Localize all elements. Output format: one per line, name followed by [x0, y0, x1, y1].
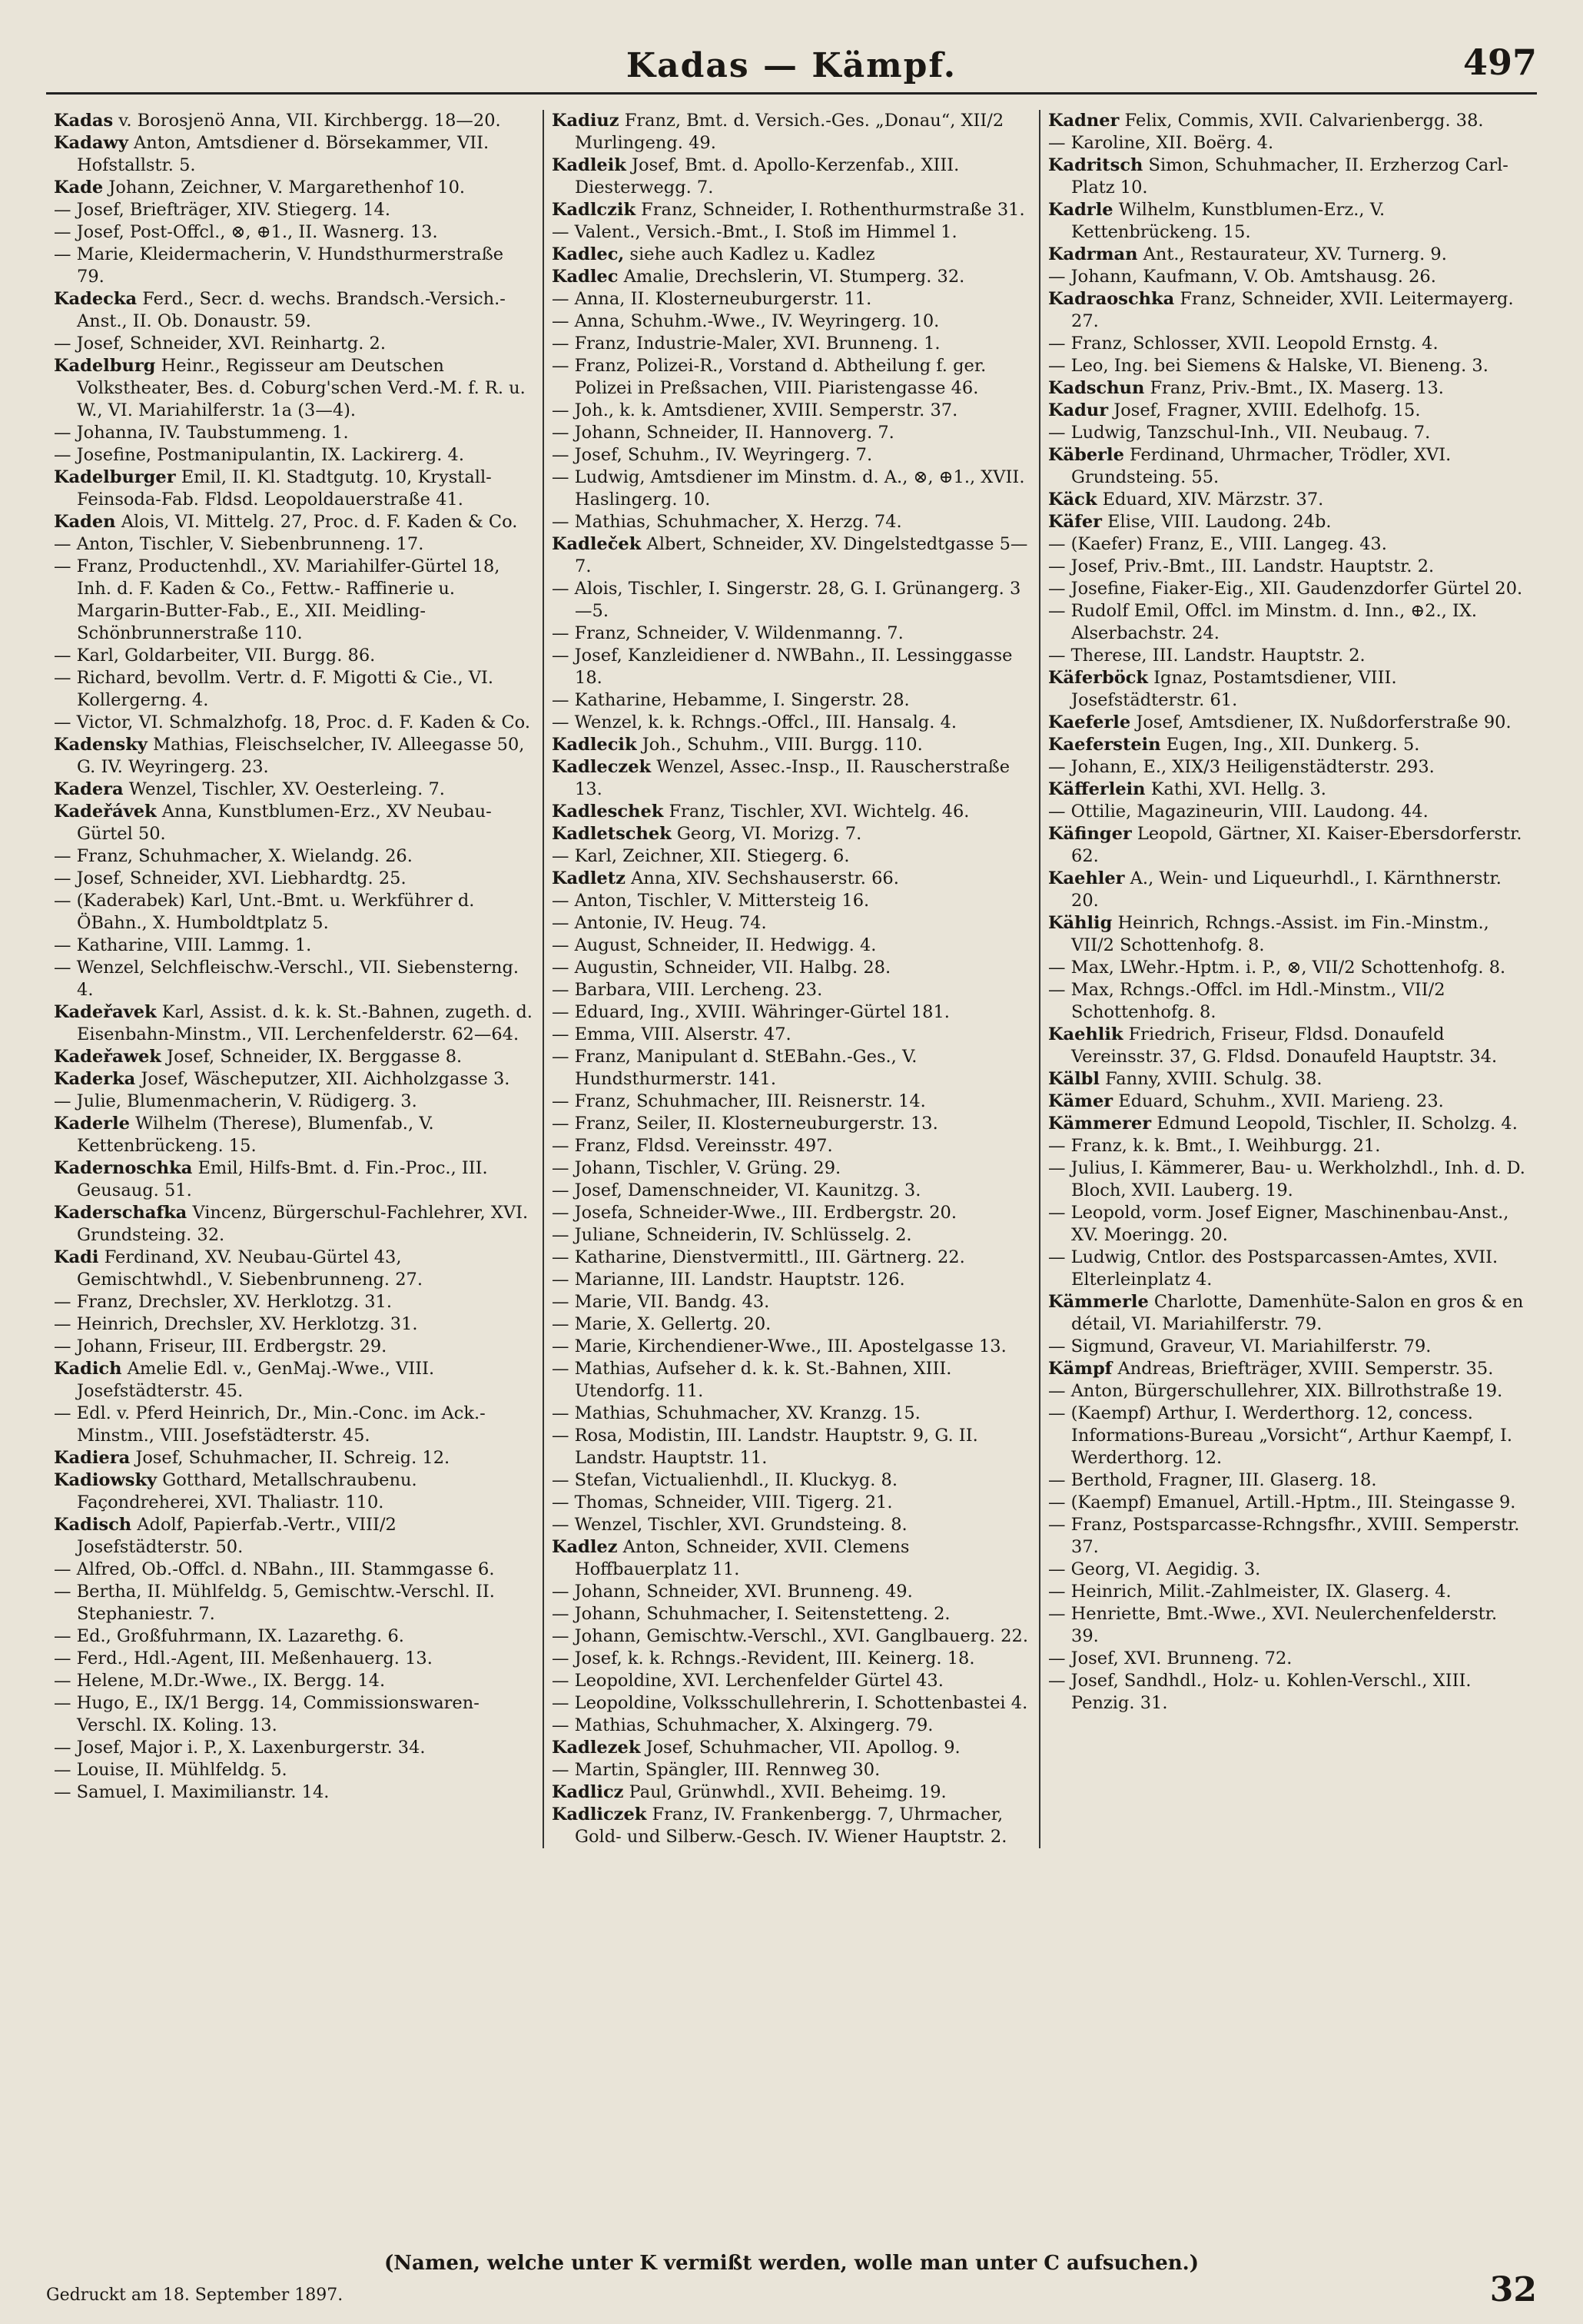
directory-entry: Kaehlik Friedrich, Friseur, Fldsd. Donaufeld Vereinsstr. 37, G. Fldsd. Donaufeld Hauptstr. 34.	[1048, 1024, 1498, 1067]
directory-entry: — Karoline, XII. Boërg. 4.	[1048, 133, 1274, 153]
directory-entry: Kadrman Ant., Restaurateur, XV. Turnerg. 9.	[1048, 244, 1447, 264]
directory-entry: — Heinrich, Milit.-Zahlmeister, IX. Glaserg. 4.	[1048, 1582, 1452, 1602]
directory-entry: — Ottilie, Magazineurin, VIII. Laudong. 44.	[1048, 802, 1429, 822]
directory-entry: Kaderle Wilhelm (Therese), Blumenfab., V. Kettenbrückeng. 15.	[54, 1114, 434, 1156]
directory-entry: Kadritsch Simon, Schuhmacher, II. Erzherzog Carl-Platz 10.	[1048, 155, 1508, 198]
directory-entry: — Anton, Tischler, V. Siebenbrunneng. 17.	[54, 534, 424, 554]
directory-entry: — Marie, Kleidermacherin, V. Hundsthurmerstraße 79.	[54, 244, 504, 287]
page-title: Kadas — Kämpf.	[626, 46, 957, 85]
directory-entry: Kadera Wenzel, Tischler, XV. Oesterleing. 7.	[54, 779, 445, 799]
directory-entry: — Franz, k. k. Bmt., I. Weihburgg. 21.	[1048, 1136, 1381, 1156]
directory-entry: Kaderka Josef, Wäscheputzer, XII. Aichholzgasse 3.	[54, 1069, 510, 1089]
directory-entry: Kadlicz Paul, Grünwhdl., XVII. Beheimg. 19.	[552, 1782, 947, 1802]
directory-entry: — Julie, Blumenmacherin, V. Rüdigerg. 3.	[54, 1091, 417, 1111]
directory-entry: Kadiera Josef, Schuhmacher, II. Schreig. 12.	[54, 1448, 450, 1468]
directory-entry: — Leopoldine, Volksschullehrerin, I. Schottenbastei 4.	[552, 1693, 1028, 1713]
directory-entry: Käfer Elise, VIII. Laudong. 24b.	[1048, 512, 1332, 532]
directory-entry: — Karl, Zeichner, XII. Stiegerg. 6.	[552, 846, 850, 866]
directory-entry: — Ferd., Hdl.-Agent, III. Meßenhauerg. 13.	[54, 1648, 433, 1668]
directory-entry: — Ed., Großfuhrmann, IX. Lazarethg. 6.	[54, 1626, 404, 1646]
directory-entry: — Rosa, Modistin, III. Landstr. Hauptstr. 9, G. II. Landstr. Hauptstr. 11.	[552, 1426, 978, 1468]
directory-entry: — (Kaefer) Franz, E., VIII. Langeg. 43.	[1048, 534, 1387, 554]
directory-entry: — Louise, II. Mühlfeldg. 5.	[54, 1760, 287, 1780]
directory-entry: — Thomas, Schneider, VIII. Tigerg. 21.	[552, 1492, 893, 1512]
directory-entry: — Ludwig, Amtsdiener im Minstm. d. A., ⊗, ⊕1., XVII. Haslingerg. 10.	[552, 467, 1025, 510]
directory-entry: — Karl, Goldarbeiter, VII. Burgg. 86.	[54, 646, 376, 666]
directory-entry: — Rudolf Emil, Offcl. im Minstm. d. Inn., ⊕2., IX. Alserbachstr. 24.	[1048, 601, 1478, 643]
directory-entry: — Josef, Major i. P., X. Laxenburgerstr. 34.	[54, 1738, 426, 1758]
directory-entry: — Mathias, Schuhmacher, X. Herzg. 74.	[552, 512, 902, 532]
directory-entry: — Johann, E., XIX/3 Heiligenstädterstr. 293.	[1048, 757, 1435, 777]
page-footer	[46, 2252, 1537, 2309]
directory-entry: — Augustin, Schneider, VII. Halbg. 28.	[552, 958, 891, 978]
directory-entry: — Johann, Schuhmacher, I. Seitenstetteng. 2.	[552, 1604, 951, 1624]
directory-entry: — Josefa, Schneider-Wwe., III. Erdbergstr. 20.	[552, 1203, 957, 1223]
directory-entry: Käberle Ferdinand, Uhrmacher, Trödler, XVI. Grundsteing. 55.	[1048, 445, 1452, 487]
directory-entry: — Josef, Sandhdl., Holz- u. Kohlen-Verschl., XIII. Penzig. 31.	[1048, 1671, 1472, 1713]
directory-entry: Kadernoschka Emil, Hilfs-Bmt. d. Fin.-Proc., III. Geusaug. 51.	[54, 1158, 488, 1200]
directory-entry: Kadleček Albert, Schneider, XV. Dingelstedtgasse 5—7.	[552, 534, 1028, 576]
directory-entry: — Julius, I. Kämmerer, Bau- u. Werkholzhdl., Inh. d. D. Bloch, XVII. Lauberg. 19.	[1048, 1158, 1525, 1200]
directory-entry: — Wenzel, Selchfleischw.-Verschl., VII. Siebensterng. 4.	[54, 958, 519, 1000]
directory-entry: Kadner Felix, Commis, XVII. Calvarienbergg. 38.	[1048, 111, 1484, 131]
directory-entry: — Franz, Seiler, II. Klosterneuburgerstr. 13.	[552, 1114, 938, 1134]
directory-entry: — Johann, Gemischtw.-Verschl., XVI. Ganglbauerg. 22.	[552, 1626, 1028, 1646]
directory-entry: Kadlecik Joh., Schuhm., VIII. Burgg. 110.	[552, 735, 923, 755]
print-date: Gedruckt am 18. September 1897.	[46, 2286, 343, 2305]
directory-entry: — Leopold, vorm. Josef Eigner, Maschinenbau-Anst., XV. Moeringg. 20.	[1048, 1203, 1509, 1245]
directory-entry: Kadensky Mathias, Fleischselcher, IV. Alleegasse 50, G. IV. Weyringerg. 23.	[54, 735, 525, 777]
directory-entry: — Johann, Schneider, XVI. Brunneng. 49.	[552, 1582, 913, 1602]
directory-entry: — Josefine, Fiaker-Eig., XII. Gaudenzdorfer Gürtel 20.	[1048, 579, 1523, 599]
directory-entry: — Bertha, II. Mühlfeldg. 5, Gemischtw.-Verschl. II. Stephaniestr. 7.	[54, 1582, 495, 1624]
directory-entry: — Josef, XVI. Brunneng. 72.	[1048, 1648, 1293, 1668]
directory-entry: Kadelburg Heinr., Regisseur am Deutschen Volkstheater, Bes. d. Coburg'schen Verd.-M. f. R. u. W., VI. Mariahilferstr. 1a (3—4).	[54, 356, 526, 420]
directory-entry: Kadi Ferdinand, XV. Neubau-Gürtel 43, Gemischtwhdl., V. Siebenbrunneng. 27.	[54, 1247, 423, 1290]
directory-entry: Kaehler A., Wein- und Liqueurhdl., I. Kärnthnerstr. 20.	[1048, 868, 1502, 911]
directory-entry: — Katharine, Dienstvermittl., III. Gärtnerg. 22.	[552, 1247, 965, 1267]
directory-entry: — Victor, VI. Schmalzhofg. 18, Proc. d. F. Kaden & Co.	[54, 712, 530, 732]
directory-entry: — (Kaempf) Arthur, I. Werderthorg. 12, concess. Informations-Bureau „Vorsicht“, Arthur Kaempf, I. Werderthorg. 12.	[1048, 1403, 1513, 1468]
directory-entry: Käfinger Leopold, Gärtner, XI. Kaiser-Ebersdorferstr. 62.	[1048, 824, 1522, 866]
directory-entry: — Josef, Priv.-Bmt., III. Landstr. Hauptstr. 2.	[1048, 556, 1435, 576]
directory-entry: — Eduard, Ing., XVIII. Währinger-Gürtel 181.	[552, 1002, 950, 1022]
directory-entry: — Franz, Manipulant d. StEBahn.-Ges., V. Hundsthurmerstr. 141.	[552, 1047, 918, 1089]
directory-entry: — Georg, VI. Aegidig. 3.	[1048, 1559, 1261, 1579]
directory-entry: — Franz, Drechsler, XV. Herklotzg. 31.	[54, 1292, 393, 1312]
directory-entry: Kadawy Anton, Amtsdiener d. Börsekammer, VII. Hofstallstr. 5.	[54, 133, 490, 175]
directory-entry: Kadiowsky Gotthard, Metallschraubenu. Façondreherei, XVI. Thaliastr. 110.	[54, 1470, 417, 1512]
directory-entry: Kadeřawek Josef, Schneider, IX. Berggasse 8.	[54, 1047, 463, 1067]
directory-entry: — Hugo, E., IX/1 Bergg. 14, Commissionswaren-Verschl. IX. Koling. 13.	[54, 1693, 480, 1735]
directory-entry: — Wenzel, k. k. Rchngs.-Offcl., III. Hansalg. 4.	[552, 712, 957, 732]
directory-entry: — Josef, Schneider, XVI. Liebhardtg. 25.	[54, 868, 407, 888]
directory-entry: — Johann, Kaufmann, V. Ob. Amtshausg. 26.	[1048, 267, 1436, 287]
directory-entry: — Leopoldine, XVI. Lerchenfelder Gürtel 43.	[552, 1671, 944, 1691]
directory-entry: — Franz, Schuhmacher, III. Reisnerstr. 14.	[552, 1091, 926, 1111]
directory-entry: — Berthold, Fragner, III. Glaserg. 18.	[1048, 1470, 1377, 1490]
directory-entry: — (Kaderabek) Karl, Unt.-Bmt. u. Werkführer d. ÖBahn., X. Humboldtplatz 5.	[54, 891, 475, 933]
directory-entry: Kadlczik Franz, Schneider, I. Rothenthurmstraße 31.	[552, 200, 1025, 220]
directory-entry: — Edl. v. Pferd Heinrich, Dr., Min.-Conc. im Ack.-Minstm., VIII. Josefstädterstr. 45.	[54, 1403, 486, 1446]
directory-entry: Kämmerer Edmund Leopold, Tischler, II. Scholzg. 4.	[1048, 1114, 1518, 1134]
directory-entry: Kadelburger Emil, II. Kl. Stadtgutg. 10, Krystall-Feinsoda-Fab. Fldsd. Leopoldauerstraße 41.	[54, 467, 492, 510]
directory-entry: Kadletz Anna, XIV. Sechshauserstr. 66.	[552, 868, 899, 888]
directory-entry: Kadletschek Georg, VI. Morizg. 7.	[552, 824, 862, 844]
directory-entry: — Alfred, Ob.-Offcl. d. NBahn., III. Stammgasse 6.	[54, 1559, 495, 1579]
directory-entry: — Barbara, VIII. Lercheng. 23.	[552, 980, 823, 1000]
directory-entry: — Franz, Polizei-R., Vorstand d. Abtheilung f. ger. Polizei in Preßsachen, VIII. Piaristengasse 46.	[552, 356, 987, 398]
directory-entry: Kade Johann, Zeichner, V. Margarethenhof 10.	[54, 178, 466, 198]
directory-entry: — Henriette, Bmt.-Wwe., XVI. Neulerchenfelderstr. 39.	[1048, 1604, 1498, 1646]
directory-entry: — Katharine, VIII. Lammg. 1.	[54, 935, 312, 955]
directory-entry: — Franz, Schlosser, XVII. Leopold Ernstg. 4.	[1048, 334, 1439, 354]
directory-entry: — Josef, Briefträger, XIV. Stiegerg. 14.	[54, 200, 391, 220]
directory-entry: — Josef, Schuhm., IV. Weyringerg. 7.	[552, 445, 873, 465]
directory-entry: — Josef, Damenschneider, VI. Kaunitzg. 3.	[552, 1180, 921, 1200]
signature-mark: 32	[1489, 2270, 1537, 2309]
directory-entry: Kaeferle Josef, Amtsdiener, IX. Nußdorferstraße 90.	[1048, 712, 1512, 732]
directory-entry: — Valent., Versich.-Bmt., I. Stoß im Himmel 1.	[552, 222, 957, 242]
directory-entry: Kadlezek Josef, Schuhmacher, VII. Apollog. 9.	[552, 1738, 961, 1758]
directory-entry: — Alois, Tischler, I. Singerstr. 28, G. I. Grünangerg. 3—5.	[552, 579, 1021, 621]
directory-entry: Kämpf Andreas, Briefträger, XVIII. Semperstr. 35.	[1048, 1359, 1494, 1379]
directory-entry: — Josef, k. k. Rchngs.-Revident, III. Keinerg. 18.	[552, 1648, 975, 1668]
directory-entry: — Helene, M.Dr.-Wwe., IX. Bergg. 14.	[54, 1671, 386, 1691]
directory-entry: — Johann, Friseur, III. Erdbergstr. 29.	[54, 1336, 387, 1356]
directory-entry: Kadleik Josef, Bmt. d. Apollo-Kerzenfab., XIII. Diesterwegg. 7.	[552, 155, 960, 198]
directory-entry: Kaden Alois, VI. Mittelg. 27, Proc. d. F. Kaden & Co.	[54, 512, 518, 532]
directory-entry: Kadur Josef, Fragner, XVIII. Edelhofg. 15.	[1048, 400, 1421, 420]
directory-entry: Kadeřávek Anna, Kunstblumen-Erz., XV Neubau-Gürtel 50.	[54, 802, 492, 844]
directory-entry: — Max, LWehr.-Hptm. i. P., ⊗, VII/2 Schottenhofg. 8.	[1048, 958, 1506, 978]
directory-entry: Kadleczek Wenzel, Assec.-Insp., II. Rauscherstraße 13.	[552, 757, 1011, 799]
directory-entry: — Marie, VII. Bandg. 43.	[552, 1292, 770, 1312]
directory-entry: Kadschun Franz, Priv.-Bmt., IX. Maserg. 13.	[1048, 378, 1444, 398]
directory-entry: — Samuel, I. Maximilianstr. 14.	[54, 1782, 330, 1802]
directory-entry: Kämmerle Charlotte, Damenhüte-Salon en gros & en détail, VI. Mariahilferstr. 79.	[1048, 1292, 1524, 1334]
directory-entry: — Franz, Fldsd. Vereinsstr. 497.	[552, 1136, 833, 1156]
directory-entry: — Josef, Kanzleidiener d. NWBahn., II. Lessinggasse 18.	[552, 646, 1013, 688]
directory-entry: — Sigmund, Graveur, VI. Mariahilferstr. 79.	[1048, 1336, 1432, 1356]
directory-entry: — Stefan, Victualienhdl., II. Kluckyg. 8.	[552, 1470, 898, 1490]
directory-entry: Kählig Heinrich, Rchngs.-Assist. im Fin.-Minstm., VII/2 Schottenhofg. 8.	[1048, 913, 1489, 955]
column-left	[46, 110, 543, 1848]
directory-entry: — Franz, Schuhmacher, X. Wielandg. 26.	[54, 846, 413, 866]
directory-entry: — Max, Rchngs.-Offcl. im Hdl.-Minstm., VII/2 Schottenhofg. 8.	[1048, 980, 1445, 1022]
directory-entry: — Emma, VIII. Alserstr. 47.	[552, 1024, 792, 1044]
directory-entry: — Josef, Schneider, XVI. Reinhartg. 2.	[54, 334, 387, 354]
directory-entry: — Josef, Post-Offcl., ⊗, ⊕1., II. Wasnerg. 13.	[54, 222, 438, 242]
directory-entry: — August, Schneider, II. Hedwigg. 4.	[552, 935, 877, 955]
directory-entry: — Leo, Ing. bei Siemens & Halske, VI. Bieneng. 3.	[1048, 356, 1488, 376]
directory-entry: Kämer Eduard, Schuhm., XVII. Marieng. 23.	[1048, 1091, 1444, 1111]
directory-entry: — Ludwig, Cntlor. des Postsparcassen-Amtes, XVII. Elterleinplatz 4.	[1048, 1247, 1498, 1290]
directory-entry: — Therese, III. Landstr. Hauptstr. 2.	[1048, 646, 1366, 666]
directory-entry: — Anna, II. Klosterneuburgerstr. 11.	[552, 289, 872, 309]
directory-entry: Kadrle Wilhelm, Kunstblumen-Erz., V. Kettenbrückeng. 15.	[1048, 200, 1386, 242]
directory-entry: Kadliczek Franz, IV. Frankenbergg. 7, Uhrmacher, Gold- und Silberw.-Gesch. IV. Wiener Hauptstr. 2.	[552, 1804, 1007, 1847]
directory-entry: — Marianne, III. Landstr. Hauptstr. 126.	[552, 1270, 905, 1290]
directory-entry: — Anton, Bürgerschullehrer, XIX. Billrothstraße 19.	[1048, 1381, 1503, 1401]
directory-entry: Kaeferstein Eugen, Ing., XII. Dunkerg. 5.	[1048, 735, 1420, 755]
directory-entry: — Johann, Schneider, II. Hannoverg. 7.	[552, 423, 894, 443]
directory-entry: Kadleschek Franz, Tischler, XVI. Wichtelg. 46.	[552, 802, 970, 822]
directory-entry: Käferböck Ignaz, Postamtsdiener, VIII. Josefstädterstr. 61.	[1048, 668, 1397, 710]
column-middle	[543, 110, 1039, 1848]
columns	[46, 110, 1537, 1848]
footer-bottom	[46, 2270, 1537, 2309]
directory-entry: Kadeřavek Karl, Assist. d. k. k. St.-Bahnen, zugeth. d. Eisenbahn-Minstm., VII. Lerchenfelderstr. 62—64.	[54, 1002, 533, 1044]
directory-entry: — Anton, Tischler, V. Mittersteig 16.	[552, 891, 870, 911]
directory-entry: — Franz, Schneider, V. Wildenmanng. 7.	[552, 623, 904, 643]
directory-entry: Kadlez Anton, Schneider, XVII. Clemens Hoffbauerplatz 11.	[552, 1537, 910, 1579]
directory-entry: Käfferlein Kathi, XVI. Hellg. 3.	[1048, 779, 1326, 799]
directory-entry: — Johanna, IV. Taubstummeng. 1.	[54, 423, 349, 443]
directory-entry: Kadas v. Borosjenö Anna, VII. Kirchbergg. 18—20.	[54, 111, 501, 131]
directory-entry: — Ludwig, Tanzschul-Inh., VII. Neubaug. 7.	[1048, 423, 1431, 443]
directory-entry: — Richard, bevollm. Vertr. d. F. Migotti & Cie., VI. Kollergerng. 4.	[54, 668, 494, 710]
directory-entry: — Mathias, Schuhmacher, X. Alxingerg. 79.	[552, 1715, 934, 1735]
page-number: 497	[1462, 42, 1537, 83]
directory-entry: — Franz, Postsparcasse-Rchngsfhr., XVIII. Semperstr. 37.	[1048, 1515, 1520, 1557]
directory-entry: Kadich Amelie Edl. v., GenMaj.-Wwe., VIII. Josefstädterstr. 45.	[54, 1359, 435, 1401]
directory-entry: — Mathias, Aufseher d. k. k. St.-Bahnen, XIII. Utendorfg. 11.	[552, 1359, 952, 1401]
directory-entry: Kälbl Fanny, XVIII. Schulg. 38.	[1048, 1069, 1322, 1089]
directory-entry: — (Kaempf) Emanuel, Artill.-Hptm., III. Steingasse 9.	[1048, 1492, 1516, 1512]
directory-entry: Kadecka Ferd., Secr. d. wechs. Brandsch.-Versich.-Anst., II. Ob. Donaustr. 59.	[54, 289, 506, 331]
page-header	[46, 31, 1537, 95]
directory-entry: Kadisch Adolf, Papierfab.-Vertr., VIII/2 Josefstädterstr. 50.	[54, 1515, 397, 1557]
directory-entry: — Katharine, Hebamme, I. Singerstr. 28.	[552, 690, 910, 710]
directory-entry: — Juliane, Schneiderin, IV. Schlüsselg. 2.	[552, 1225, 912, 1245]
directory-entry: — Johann, Tischler, V. Grüng. 29.	[552, 1158, 841, 1178]
directory-entry: — Martin, Spängler, III. Rennweg 30.	[552, 1760, 881, 1780]
directory-entry: — Wenzel, Tischler, XVI. Grundsteing. 8.	[552, 1515, 908, 1535]
directory-entry: — Joh., k. k. Amtsdiener, XVIII. Semperstr. 37.	[552, 400, 958, 420]
directory-entry: — Franz, Industrie-Maler, XVI. Brunneng. 1.	[552, 334, 941, 354]
directory-entry: — Josefine, Postmanipulantin, IX. Lackirerg. 4.	[54, 445, 465, 465]
directory-entry: — Anna, Schuhm.-Wwe., IV. Weyringerg. 10.	[552, 311, 940, 331]
footer-note: (Namen, welche unter K vermißt werden, wolle man unter C aufsuchen.)	[383, 2252, 1199, 2275]
directory-entry: — Marie, X. Gellertg. 20.	[552, 1314, 772, 1334]
directory-entry: Kadlec, siehe auch Kadlez u. Kadlez	[552, 244, 875, 264]
directory-entry: Kaderschafka Vincenz, Bürgerschul-Fachlehrer, XVI. Grundsteing. 32.	[54, 1203, 529, 1245]
directory-entry: Käck Eduard, XIV. Märzstr. 37.	[1048, 490, 1324, 510]
directory-entry: — Franz, Productenhdl., XV. Mariahilfer-Gürtel 18, Inh. d. F. Kaden & Co., Fettw.- Raffinerie u. Margarin-Butter-Fab., E., XII. Meidling-Schönbrunnerstraße 110.	[54, 556, 500, 643]
directory-entry: Kadlec Amalie, Drechslerin, VI. Stumperg. 32.	[552, 267, 965, 287]
column-right	[1039, 110, 1535, 1848]
directory-entry: Kadraoschka Franz, Schneider, XVII. Leitermayerg. 27.	[1048, 289, 1514, 331]
directory-entry: — Marie, Kirchendiener-Wwe., III. Apostelgasse 13.	[552, 1336, 1007, 1356]
directory-entry: — Heinrich, Drechsler, XV. Herklotzg. 31.	[54, 1314, 418, 1334]
directory-entry: — Mathias, Schuhmacher, XV. Kranzg. 15.	[552, 1403, 921, 1423]
directory-entry: Kadiuz Franz, Bmt. d. Versich.-Ges. „Donau“, XII/2 Murlingeng. 49.	[552, 111, 1004, 153]
directory-entry: — Antonie, IV. Heug. 74.	[552, 913, 767, 933]
